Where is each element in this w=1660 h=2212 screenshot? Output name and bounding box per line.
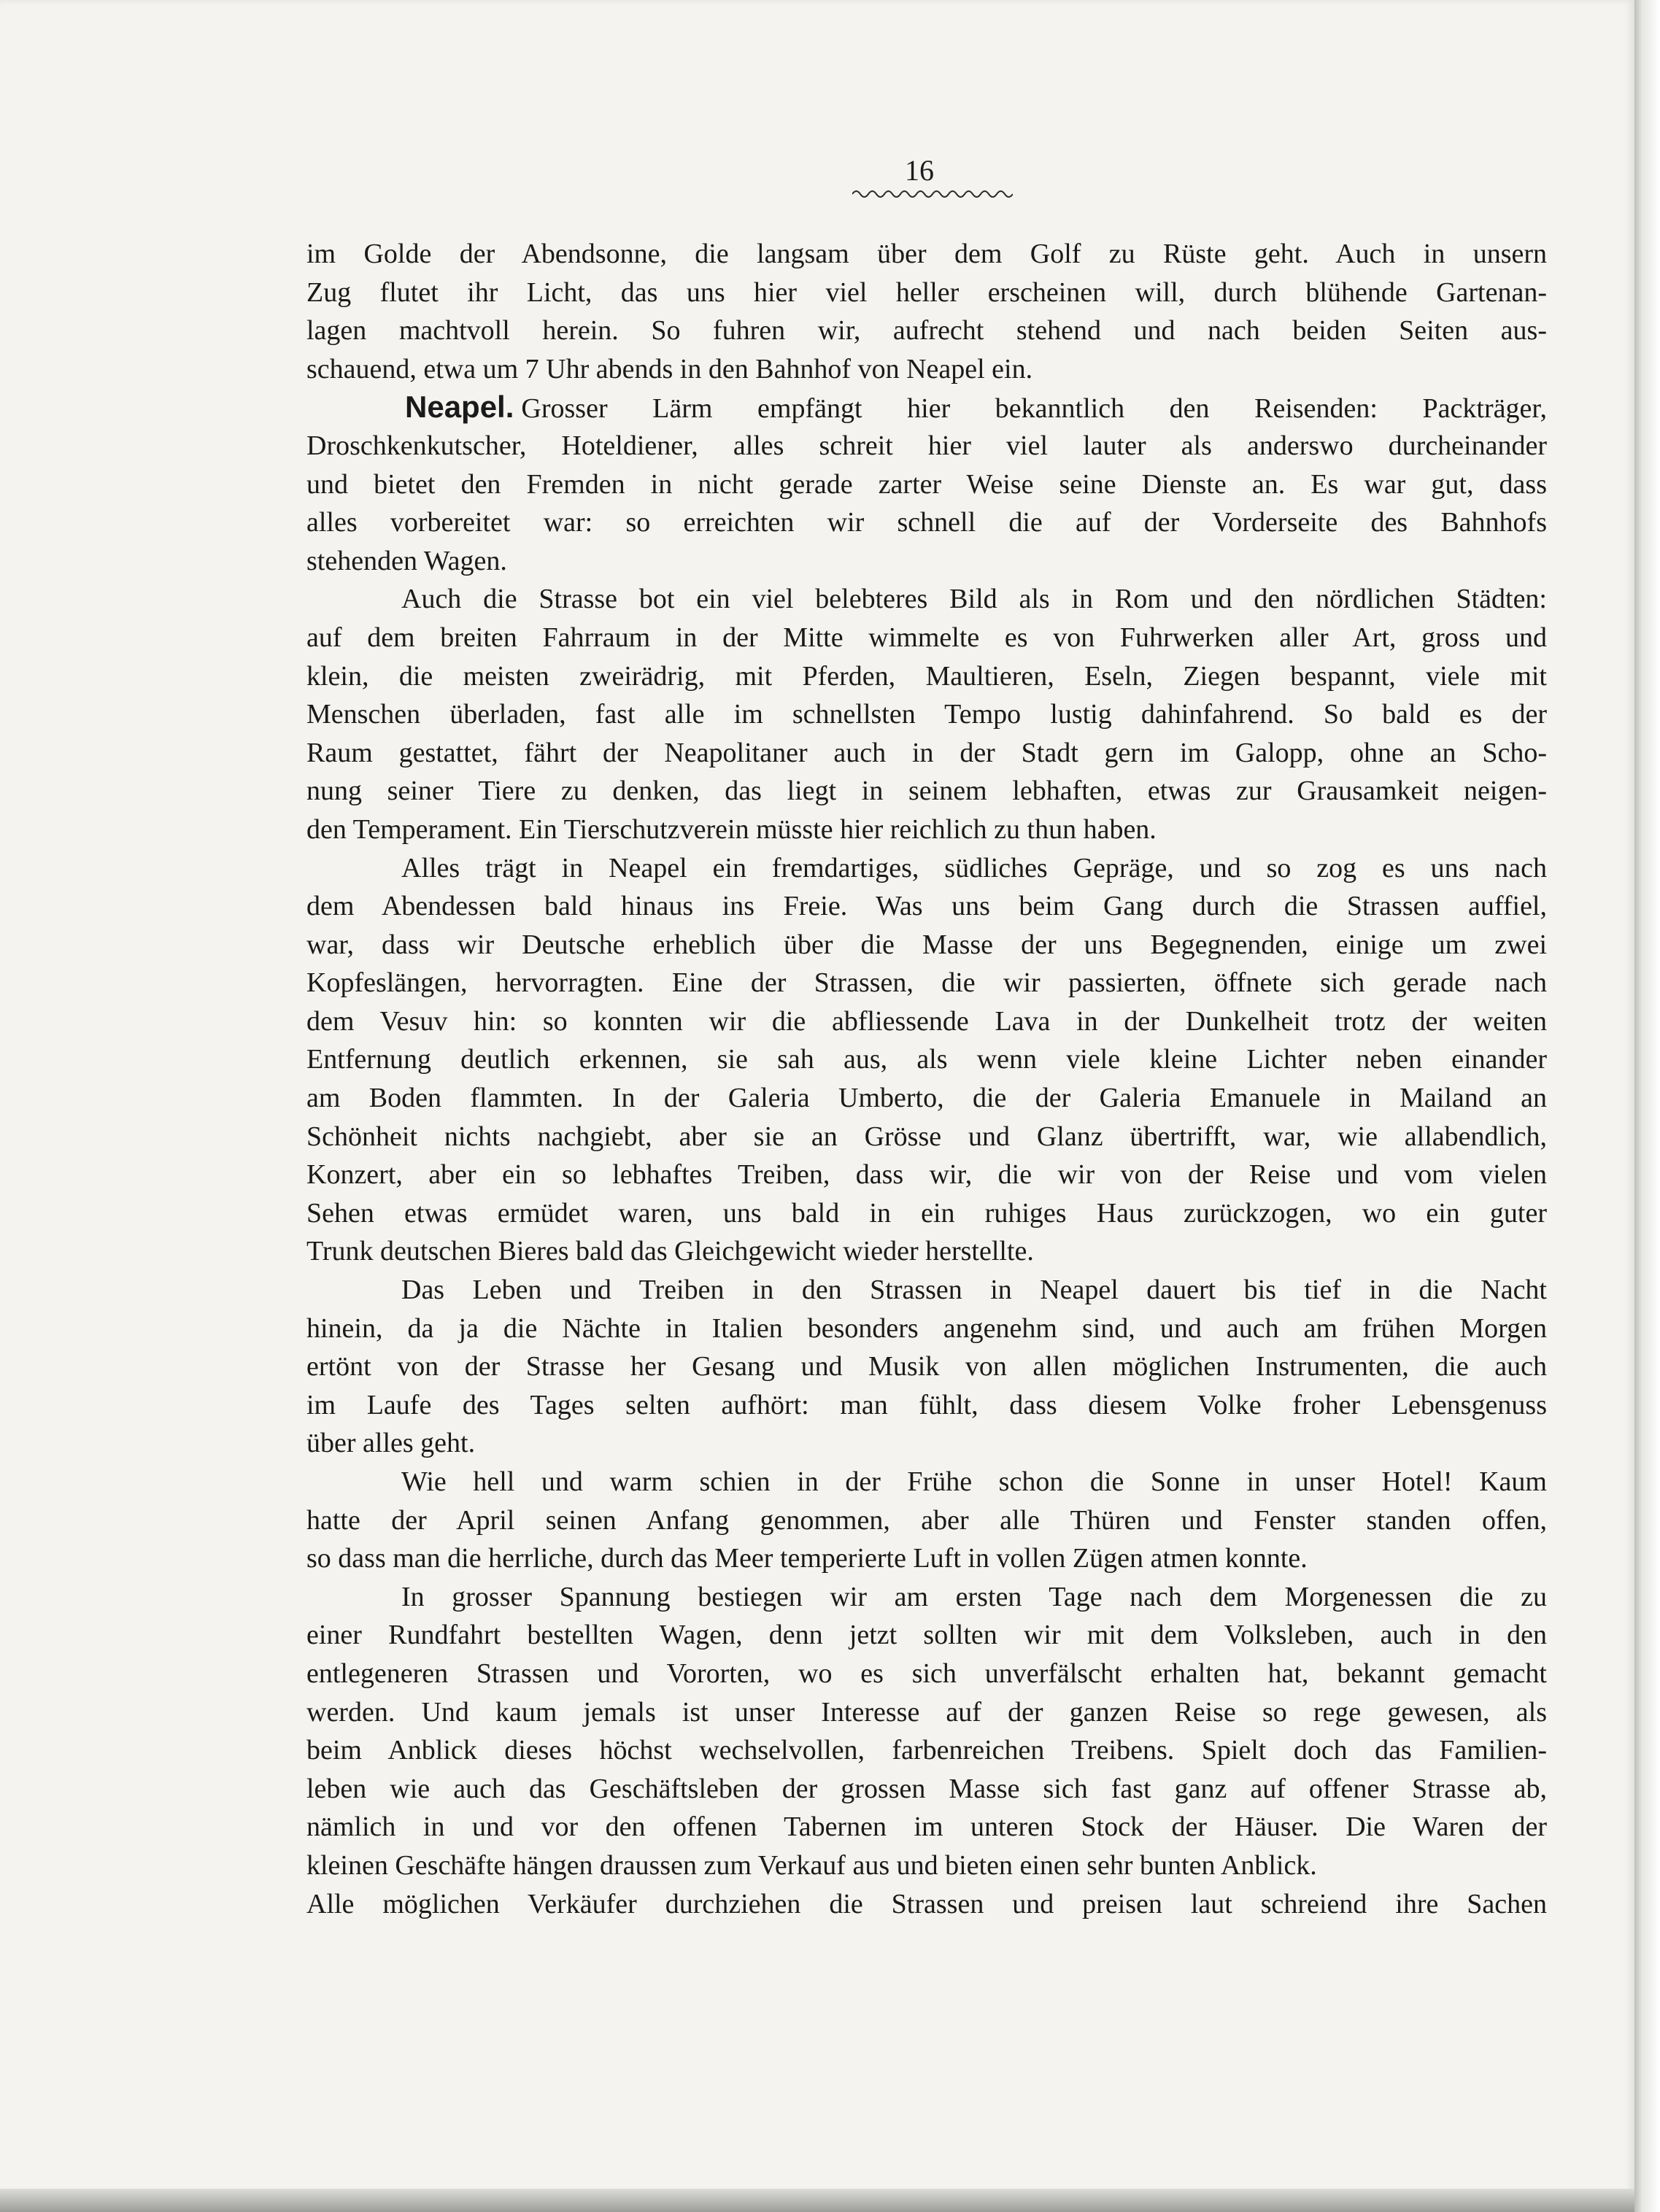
text-line: [306, 388, 1547, 427]
text-line: [306, 1002, 1547, 1041]
text-line: [306, 580, 1547, 619]
page-bottom-edge: [0, 2189, 1634, 2212]
text-line-content: Schönheit nichts nachgiebt, aber sie an Grösse und Glanz übertrifft, war, wie allabendlich,: [306, 1121, 1547, 1152]
text-line: [306, 1463, 1547, 1501]
text-line-content: einer Rundfahrt bestellten Wagen, denn jetzt sollten wir mit dem Volksleben, auch in den: [306, 1620, 1547, 1651]
text-line: [306, 1194, 1547, 1233]
text-line: [306, 1118, 1547, 1156]
text-line: [306, 1539, 1547, 1578]
text-line: [306, 1424, 1547, 1463]
text-line: [306, 350, 1547, 389]
text-line-content: ertönt von der Strasse her Gesang und Musik von allen möglichen Instrumenten, die auch: [306, 1351, 1547, 1382]
text-line-content: Trunk deutschen Bieres bald das Gleichgewicht wieder herstellte.: [306, 1236, 1034, 1267]
text-line-content: Alle möglichen Verkäufer durchziehen die Strassen und preisen laut schreiend ihre Sachen: [306, 1888, 1547, 1919]
text-line-content: Droschkenkutscher, Hoteldiener, alles schreit hier viel lauter als anderswo durcheinander: [306, 430, 1547, 461]
text-line-content: beim Anblick dieses höchst wechselvollen, farbenreichen Treibens. Spielt doch das Familien-: [306, 1735, 1547, 1766]
text-line-content: hatte der April seinen Anfang genommen, aber alle Thüren und Fenster standen offen,: [306, 1504, 1547, 1536]
text-line: [306, 1501, 1547, 1540]
text-line-content: lagen machtvoll herein. So fuhren wir, aufrecht stehend und nach beiden Seiten aus-: [306, 315, 1547, 347]
text-line: [306, 1271, 1547, 1310]
text-line: [306, 1846, 1547, 1885]
text-line: [306, 542, 1547, 581]
text-line: [306, 427, 1547, 465]
text-line: [306, 1079, 1547, 1118]
text-line-content: In grosser Spannung bestiegen wir am ersten Tage nach dem Morgenessen die zu: [401, 1581, 1547, 1612]
text-line-content: Grosser Lärm empfängt hier bekanntlich den Reisenden: Packträger,: [521, 393, 1547, 425]
text-line-content: Das Leben und Treiben in den Strassen in Neapel dauert bis tief in die Nacht: [401, 1275, 1547, 1306]
text-line-content: Zug flutet ihr Licht, das uns hier viel heller erscheinen will, durch blühende Gartenan-: [306, 276, 1547, 308]
page-number: 16: [905, 154, 934, 187]
text-line: [306, 734, 1547, 773]
text-line-content: auf dem breiten Fahrraum in der Mitte wimmelte es von Fuhrwerken aller Art, gross und: [306, 622, 1547, 653]
text-line-content: dem Abendessen bald hinaus ins Freie. Was uns beim Gang durch die Strassen auffiel,: [306, 891, 1547, 922]
text-line: [306, 964, 1547, 1002]
text-line: [306, 772, 1547, 811]
text-line-content: leben wie auch das Geschäftsleben der grossen Masse sich fast ganz auf offener Strasse ab,: [306, 1773, 1547, 1804]
text-line: [306, 811, 1547, 849]
text-line: [306, 1156, 1547, 1194]
text-line: [306, 312, 1547, 350]
text-line-content: im Laufe des Tages selten aufhört: man fühlt, dass diesem Volke froher Lebensgenuss: [306, 1389, 1547, 1420]
page-edge: [1634, 0, 1660, 2212]
text-line-content: im Golde der Abendsonne, die langsam über dem Golf zu Rüste geht. Auch in unsern: [306, 239, 1547, 269]
text-line-content: Auch die Strasse bot ein viel belebteres Bild als in Rom und den nördlichen Städten:: [401, 584, 1547, 615]
text-line-content: klein, die meisten zweirädrig, mit Pferden, Maultieren, Eseln, Ziegen bespannt, viele mit: [306, 660, 1547, 692]
text-line: [306, 887, 1547, 926]
text-line: [306, 1885, 1547, 1924]
text-line-content: dem Vesuv hin: so konnten wir die abfliessende Lava in der Dunkelheit trotz der weiten: [306, 1005, 1547, 1037]
text-line-content: nung seiner Tiere zu denken, das liegt in seinem lebhaften, etwas zur Grausamkeit neigen-: [306, 776, 1547, 807]
text-line: [306, 1578, 1547, 1617]
text-line: [306, 1616, 1547, 1655]
text-line-content: kleinen Geschäfte hängen draussen zum Verkauf aus und bieten einen sehr bunten Anblick.: [306, 1849, 1317, 1881]
text-line-content: Sehen etwas ermüdet waren, uns bald in ein ruhiges Haus zurückzogen, wo ein guter: [306, 1197, 1547, 1229]
text-line-content: so dass man die herrliche, durch das Meer temperierte Luft in vollen Zügen atmen konnte.: [306, 1543, 1308, 1574]
text-line-content: und bietet den Fremden in nicht gerade zarter Weise seine Dienste an. Es war gut, dass: [306, 468, 1547, 500]
text-line-content: war, dass wir Deutsche erheblich über die Masse der uns Begegnenden, einige um zwei: [306, 929, 1547, 960]
text-line: [306, 274, 1547, 312]
text-line: [306, 1232, 1547, 1271]
text-line-content: Menschen überladen, fast alle im schnellsten Tempo lustig dahinfahrend. So bald es der: [306, 699, 1547, 730]
text-line: [306, 1655, 1547, 1693]
section-heading: Neapel.: [405, 390, 514, 425]
text-line-content: hinein, da ja die Nächte in Italien besonders angenehm sind, und auch am frühen Morgen: [306, 1312, 1547, 1344]
text-line: [306, 1040, 1547, 1079]
text-line: [306, 1347, 1547, 1386]
text-line: [306, 695, 1547, 734]
text-line: [306, 1770, 1547, 1809]
text-line: [306, 619, 1547, 657]
text-line-content: Entfernung deutlich erkennen, sie sah aus, als wenn viele kleine Lichter neben einander: [306, 1044, 1547, 1075]
text-line: [306, 1310, 1547, 1348]
text-line-content: Wie hell und warm schien in der Frühe schon die Sonne in unser Hotel! Kaum: [401, 1466, 1547, 1497]
text-line: [306, 1386, 1547, 1425]
text-line: [306, 926, 1547, 964]
text-line: [306, 1731, 1547, 1770]
text-line-content: Kopfeslängen, hervorragten. Eine der Strassen, die wir passierten, öffnete sich gerade nach: [306, 967, 1547, 999]
text-line: [306, 1808, 1547, 1846]
text-line-content: Raum gestattet, fährt der Neapolitaner auch in der Stadt gern im Galopp, ohne an Scho-: [306, 737, 1547, 768]
text-line: [306, 465, 1547, 504]
text-line-content: am Boden flammten. In der Galeria Umberto, die der Galeria Emanuele in Mailand an: [306, 1083, 1547, 1114]
text-line-content: schauend, etwa um 7 Uhr abends in den Bahnhof von Neapel ein.: [306, 353, 1033, 384]
text-line: [306, 1693, 1547, 1732]
text-line: [306, 849, 1547, 888]
page-number-ornament: [852, 188, 1013, 200]
text-line: [306, 657, 1547, 696]
text-line-content: über alles geht.: [306, 1428, 476, 1459]
text-line-content: werden. Und kaum jemals ist unser Interesse auf der ganzen Reise so rege gewesen, als: [306, 1696, 1547, 1728]
text-line-content: alles vorbereitet war: so erreichten wir schnell die auf der Vorderseite des Bahnhofs: [306, 507, 1547, 538]
text-line-content: Konzert, aber ein so lebhaftes Treiben, dass wir, die wir von der Reise und vom vielen: [306, 1159, 1547, 1191]
text-line-content: entlegeneren Strassen und Vororten, wo es sich unverfälscht erhalten hat, bekannt gemacht: [306, 1658, 1547, 1689]
text-line-content: nämlich in und vor den offenen Tabernen im unteren Stock der Häuser. Die Waren der: [306, 1811, 1547, 1843]
text-line-content: stehenden Wagen.: [306, 545, 507, 576]
text-line: [306, 235, 1547, 274]
text-line: [306, 503, 1547, 542]
body-text: [306, 235, 1547, 1923]
text-line-content: Alles trägt in Neapel ein fremdartiges, südliches Gepräge, und so zog es uns nach: [401, 852, 1547, 883]
text-line-content: den Temperament. Ein Tierschutzverein müsste hier reichlich zu thun haben.: [306, 813, 1157, 845]
